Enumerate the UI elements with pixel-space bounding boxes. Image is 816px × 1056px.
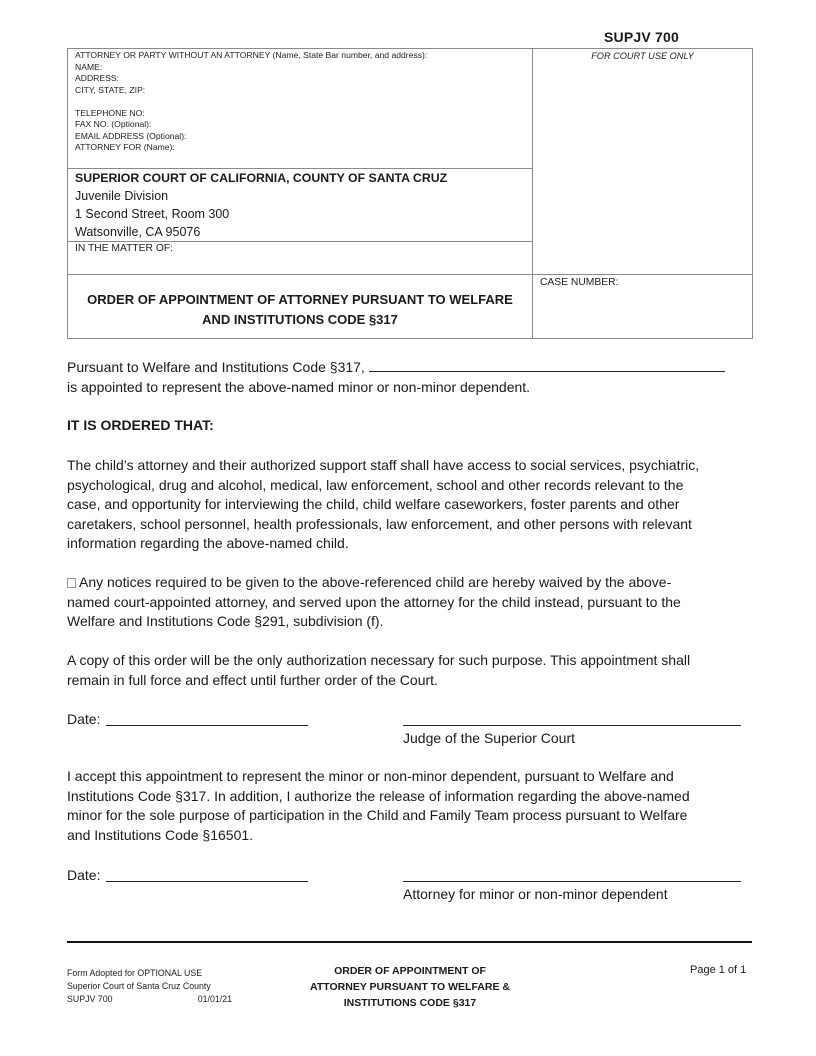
divider-title-row <box>67 274 753 275</box>
court-division: Juvenile Division <box>75 189 169 203</box>
judge-date-label: Date: <box>67 711 101 727</box>
footer-date: 01/01/21 <box>197 994 232 1004</box>
column-divider <box>532 48 533 339</box>
notice-waiver-checkbox[interactable] <box>67 578 76 588</box>
appointment-line <box>67 357 757 378</box>
accept-line: Institutions Code §317. In addition, I authorize the release of information regarding the above-named <box>67 787 690 804</box>
attorney-label: Attorney for minor or non-minor dependent <box>403 886 668 902</box>
appointment-prefix: Pursuant to Welfare and Institutions Code §317, <box>67 359 365 375</box>
footer-form-id: SUPJV 700 <box>67 994 113 1004</box>
copy-line: remain in full force and effect until further order of the Court. <box>67 671 438 688</box>
footer-rule <box>67 941 752 943</box>
form-id: SUPJV 700 <box>604 29 679 45</box>
attorney-for-field[interactable]: ATTORNEY FOR (Name): <box>75 142 175 152</box>
divider-court-matter <box>67 241 532 242</box>
notice-paragraph <box>67 573 767 632</box>
footer-title-line: ORDER OF APPOINTMENT OF <box>334 965 486 977</box>
attorney-address-field[interactable]: ADDRESS: <box>75 73 119 83</box>
judge-date-field[interactable] <box>106 725 308 726</box>
access-line: case, and opportunity for interviewing the child, child welfare caseworkers, foster parents and other <box>67 496 680 512</box>
case-number-field[interactable]: CASE NUMBER: <box>540 277 619 288</box>
access-line: information regarding the above-named child. <box>67 535 349 551</box>
notice-line: named court-appointed attorney, and served upon the attorney for the child instead, pursuant to the <box>67 593 681 610</box>
accept-line: I accept this appointment to represent the minor or non-minor dependent, pursuant to Welfare and <box>67 768 674 784</box>
appointed-attorney-field[interactable] <box>369 357 725 372</box>
court-block <box>75 169 530 241</box>
attorney-telephone-field[interactable]: TELEPHONE NO: <box>75 107 145 118</box>
accept-line: minor for the sole purpose of participation in the Child and Family Team process pursuant to Welfare <box>67 807 688 823</box>
footer-title-line: INSTITUTIONS CODE §317 <box>343 997 477 1009</box>
page-number: Page 1 of 1 <box>690 964 747 976</box>
attorney-signature-field[interactable] <box>403 881 741 882</box>
attorney-date-field[interactable] <box>106 881 308 882</box>
matter-of-field[interactable]: IN THE MATTER OF: <box>75 243 174 254</box>
copy-paragraph <box>67 651 767 690</box>
footer-title <box>285 963 535 1011</box>
judge-label: Judge of the Superior Court <box>403 730 575 746</box>
attorney-date-label: Date: <box>67 867 101 883</box>
judge-signature-field[interactable] <box>403 725 741 726</box>
attorney-name-field[interactable]: NAME: <box>75 61 103 72</box>
attorney-fax-field[interactable]: FAX NO. (Optional): <box>75 119 152 129</box>
copy-line: A copy of this order will be the only authorization necessary for such purpose. This appointment shall <box>67 652 691 668</box>
notice-line-text: Any notices required to be given to the above-referenced child are hereby waived by the above- <box>79 574 672 590</box>
court-street: 1 Second Street, Room 300 <box>75 207 230 221</box>
court-city: Watsonville, CA 95076 <box>75 225 201 239</box>
appointment-section <box>67 357 757 397</box>
access-line: The child’s attorney and their authorized support staff shall have access to social services, psychiatric, <box>67 457 700 473</box>
footer-id-row <box>67 993 232 1006</box>
court-name: SUPERIOR COURT OF CALIFORNIA, COUNTY OF SANTA CRUZ <box>75 171 448 185</box>
form-title-line-2: AND INSTITUTIONS CODE §317 <box>202 312 398 327</box>
form-title <box>68 290 532 330</box>
access-line: psychological, drug and alcohol, medical, law enforcement, school and other records relevant to the <box>67 476 684 493</box>
attorney-city-field[interactable]: CITY, STATE, ZIP: <box>75 84 146 95</box>
attorney-email-field[interactable]: EMAIL ADDRESS (Optional): <box>75 130 187 141</box>
accept-line: and Institutions Code §16501. <box>67 826 254 843</box>
access-paragraph <box>67 456 767 554</box>
footer-adopted: Form Adopted for OPTIONAL USE <box>67 968 203 978</box>
footer-info <box>67 967 237 1006</box>
footer-title-line: ATTORNEY PURSUANT TO WELFARE & <box>310 981 510 993</box>
accept-paragraph <box>67 767 767 845</box>
ordered-heading: IT IS ORDERED THAT: <box>67 417 214 433</box>
notice-line <box>67 573 767 593</box>
footer-court: Superior Court of Santa Cruz County <box>67 981 211 991</box>
attorney-block-label: ATTORNEY OR PARTY WITHOUT AN ATTORNEY (Name, State Bar number, and address): <box>75 50 428 60</box>
form-title-line-1: ORDER OF APPOINTMENT OF ATTORNEY PURSUANT TO WELFARE <box>87 292 513 307</box>
access-line: caretakers, school personnel, health professionals, law enforcement, and other persons with relevant <box>67 515 692 532</box>
court-use-only-label: FOR COURT USE ONLY <box>591 51 694 61</box>
appointment-suffix: is appointed to represent the above-named minor or non-minor dependent. <box>67 378 531 395</box>
attorney-block <box>75 50 530 154</box>
notice-line: Welfare and Institutions Code §291, subdivision (f). <box>67 613 384 629</box>
